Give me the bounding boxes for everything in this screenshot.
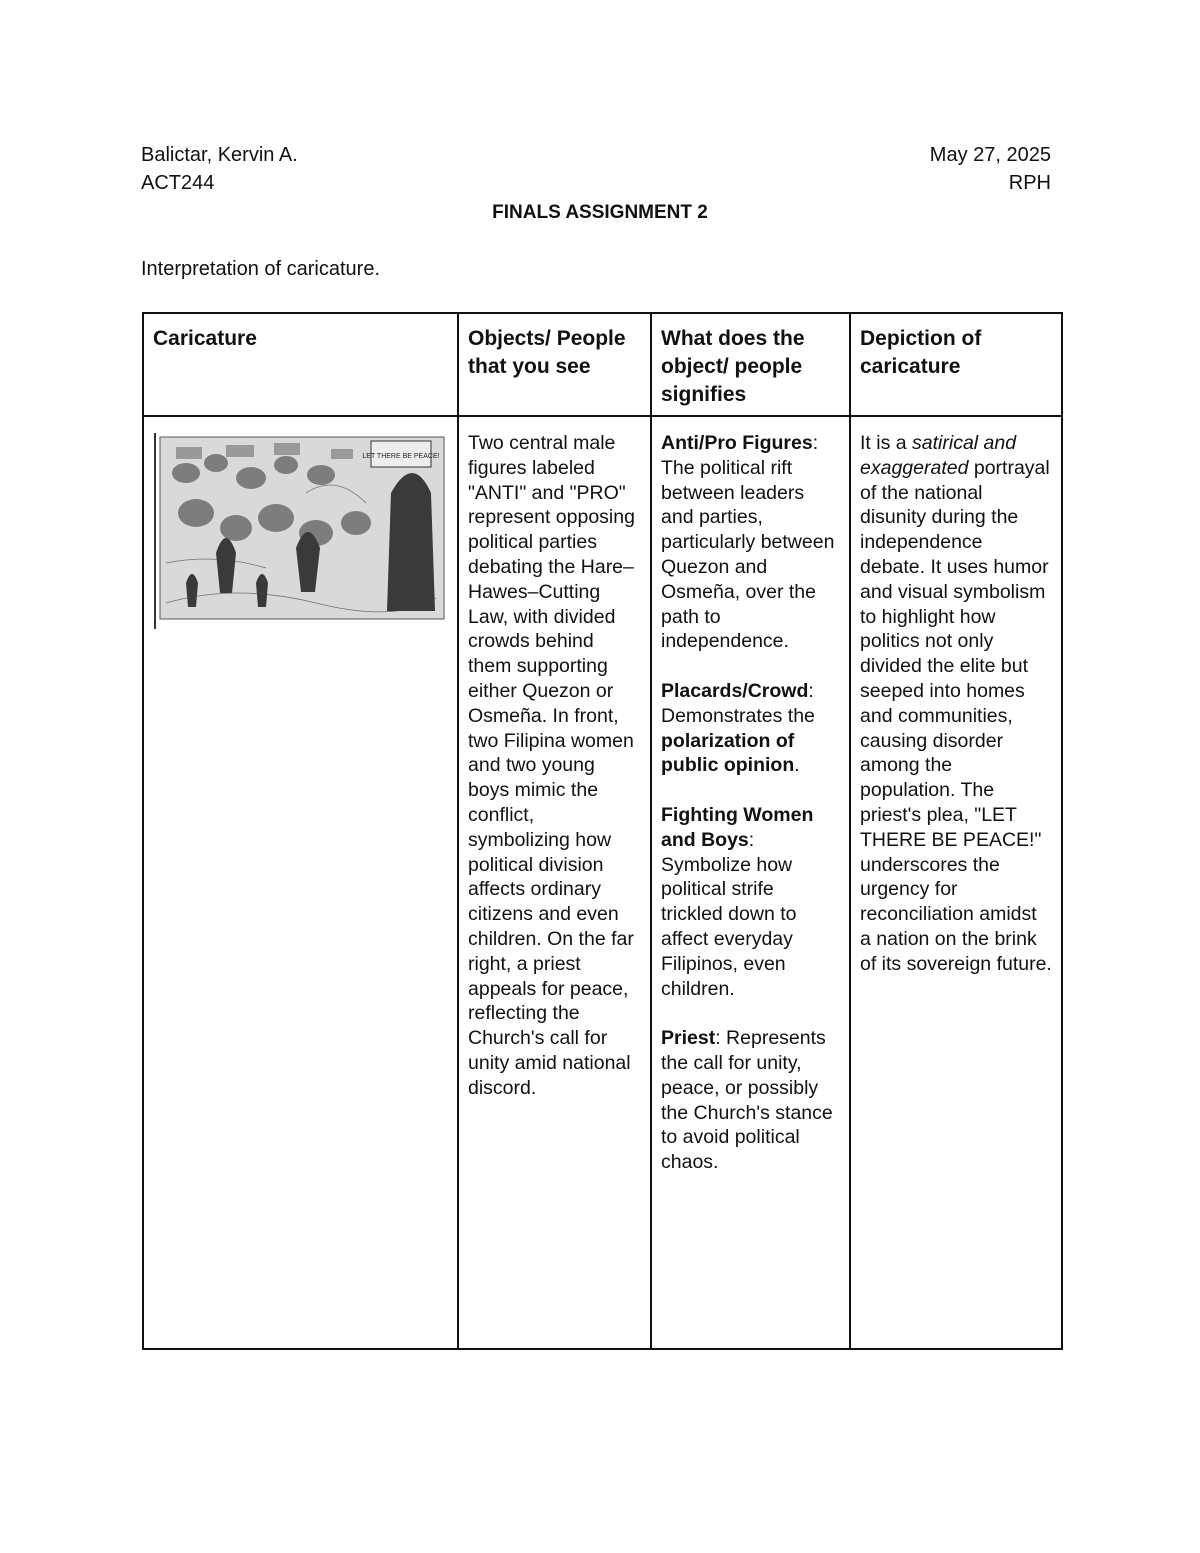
depiction-cell xyxy=(850,416,1062,1349)
caricature-image xyxy=(154,433,452,629)
anti-pro-block: Anti/Pro Figures: The political rift between leaders and parties, particularly between Quezon and Osmeña, over the path to independence. xyxy=(661,432,835,653)
header-depiction: Depiction of caricature xyxy=(850,313,1062,416)
placards-block: Placards/Crowd: Demonstrates the polarization of public opinion. xyxy=(661,679,815,777)
fighting-text: Symbolize how political strife trickled down to affect everyday Filipinos, even children. xyxy=(661,853,797,1000)
objects-cell xyxy=(458,416,651,1349)
caricature-table xyxy=(142,312,1063,1350)
objects-text: Two central male figures labeled "ANTI" and "PRO" represent opposing political parties debating the Hare–Hawes–Cutting Law, with divided crowds behind them supporting either Quezon or Osmeña. In front, two Filipina women and two young boys mimic the conflict, symbolizing how political division affects ordinary citizens and even children. On the far right, a priest appeals for peace, reflecting the Church's call for unity amid national discord. xyxy=(468,432,635,1099)
subject: RPH xyxy=(1008,172,1051,194)
header-right xyxy=(930,141,1051,197)
header-left xyxy=(141,141,298,197)
header-objects: Objects/ People that you see xyxy=(458,313,651,416)
significance-cell xyxy=(651,416,850,1349)
fighting-block: Fighting Women and Boys: Symbolize how political strife trickled down to affect everyday Filipinos, even children. xyxy=(661,803,814,1000)
image-caption: LET THERE BE PEACE! xyxy=(362,453,440,460)
depiction-text-before: It is a xyxy=(860,432,907,454)
anti-pro-text: The political rift between leaders and parties, particularly between Quezon and Osmeña, over the path to independence. xyxy=(661,456,835,653)
table-row xyxy=(143,416,1062,1349)
caricature-image-cell xyxy=(143,416,458,1349)
course-code: ACT244 xyxy=(141,172,215,194)
anti-pro-label: Anti/Pro Figures xyxy=(661,432,813,454)
page-title: FINALS ASSIGNMENT 2 xyxy=(492,202,708,223)
fighting-label: Fighting Women and Boys xyxy=(661,803,814,851)
header-caricature: Caricature xyxy=(143,313,458,416)
date: May 27, 2025 xyxy=(929,144,1051,166)
priest-text: Represents the call for unity, peace, or possibly the Church's stance to avoid political chaos. xyxy=(661,1027,833,1174)
placards-bold-text: polarization of public opinion xyxy=(661,729,795,777)
caricature-illustration xyxy=(156,433,446,629)
priest-label: Priest xyxy=(661,1027,716,1050)
intro-text: Interpretation of caricature. xyxy=(141,258,381,280)
priest-block: Priest: Represents the call for unity, peace, or possibly the Church's stance to avoid political chaos. xyxy=(661,1027,833,1174)
placards-text: Demonstrates the xyxy=(661,704,815,727)
header-significance: What does the object/ people signifies xyxy=(651,313,850,416)
placards-label: Placards/Crowd xyxy=(661,679,809,702)
depiction-text-after: portrayal of the national disunity during the independence debate. It uses humor and visual symbolism to highlight how politics not only divided the elite but seeped into homes and communities, causing disorder among the population. The priest's plea, "LET THERE BE PEACE!" underscores the urgency for reconciliation amidst a nation on the brink of its sovereign future. xyxy=(860,456,1052,975)
table-header-row xyxy=(143,313,1062,416)
student-name: Balictar, Kervin A. xyxy=(141,144,298,166)
depiction-italic: satirical and exaggerated xyxy=(860,432,1017,479)
